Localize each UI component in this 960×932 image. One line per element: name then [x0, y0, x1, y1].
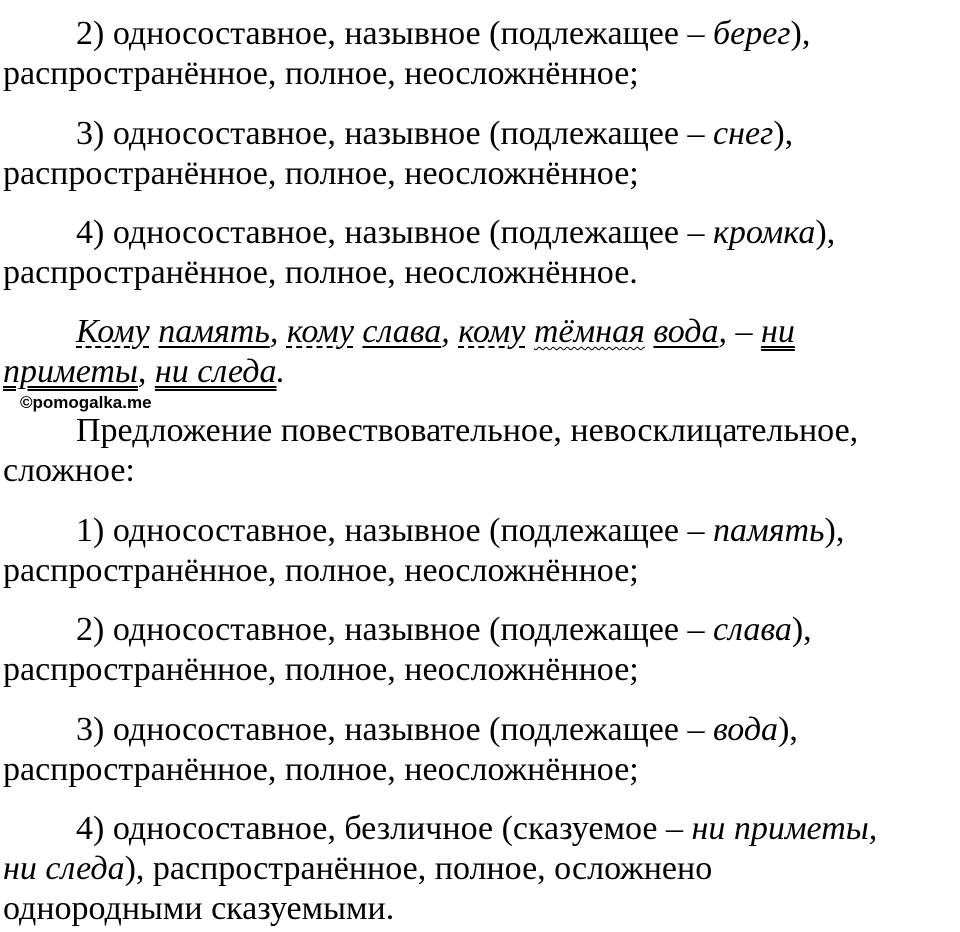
q4-predicate: ни приметы, [691, 810, 878, 847]
q4-line1 [76, 809, 877, 849]
q4-line2 [3, 849, 712, 889]
p2-subject: снег [713, 115, 774, 152]
sentence-period: . [276, 353, 285, 390]
q2-subject: слава [713, 611, 792, 648]
p3-line1 [76, 213, 835, 253]
q4-predicate-cont: ни следа [3, 850, 125, 887]
p2-line1 [76, 114, 793, 154]
q4-text-end: ), распространённое, полное, осложнено [124, 850, 713, 887]
q3-line1 [76, 710, 798, 750]
sentence-comma: , [441, 313, 450, 350]
p1-text: 2) односоставное, назывное (подлежащее – [76, 15, 713, 52]
sentence-comma: , [269, 313, 279, 350]
summary-line2: сложное: [3, 452, 135, 489]
q1-line1 [76, 511, 844, 551]
summary-line1: Предложение повествовательное, невосклицательное, [76, 412, 859, 449]
q2-line1 [76, 610, 812, 650]
p2-text: 3) односоставное, назывное (подлежащее – [76, 115, 713, 152]
sentence-comma: , [137, 353, 155, 390]
p3-subject: кромка [713, 214, 816, 251]
q3-text-end: ), [778, 711, 798, 748]
q2-text: 2) односоставное, назывное (подлежащее – [76, 611, 713, 648]
p1-line1 [76, 14, 810, 54]
p3-line2: распространённое, полное, неосложнённое. [3, 254, 638, 291]
word-ni: ни [760, 313, 795, 350]
q1-subject: память [713, 512, 825, 549]
word-komu-3: кому [458, 313, 526, 350]
p1-subject: берег [713, 15, 791, 52]
p3-text-end: ), [815, 214, 836, 251]
q2-text-end: ), [791, 611, 812, 648]
q3-subject: вода [713, 711, 779, 748]
q3-line2: распространённое, полное, неосложнённое; [3, 751, 639, 788]
word-temnaya: тёмная [533, 313, 645, 350]
p3-text: 4) односоставное, назывное (подлежащее – [76, 214, 713, 251]
word-komu-2: кому [286, 313, 354, 350]
word-komu-1: Кому [76, 313, 150, 350]
word-voda: вода [653, 313, 719, 350]
q1-text-end: ), [824, 512, 845, 549]
q3-text: 3) односоставное, назывное (подлежащее – [76, 711, 713, 748]
parsed-sentence-line2 [3, 352, 285, 392]
p1-text-end: ), [790, 15, 811, 52]
p2-line2: распространённое, полное, неосложнённое; [3, 155, 639, 192]
word-slava: слава [362, 313, 442, 350]
word-ni-sleda: ни следа [154, 353, 277, 390]
q4-line3: однородными сказуемыми. [3, 890, 395, 927]
word-pamyat: память [158, 313, 270, 350]
q2-line2: распространённое, полное, неосложнённое; [3, 651, 639, 688]
watermark: ©pomogalka.me [20, 393, 152, 412]
p2-text-end: ), [773, 115, 794, 152]
word-primety: приметы [3, 353, 138, 390]
p1-line2: распространённое, полное, неосложнённое; [3, 55, 639, 92]
parsed-sentence-line1 [76, 312, 795, 352]
q1-text: 1) односоставное, назывное (подлежащее – [76, 512, 713, 549]
sentence-dash: , – [718, 313, 761, 350]
q1-line2: распространённое, полное, неосложнённое; [3, 552, 639, 589]
q4-text: 4) односоставное, безличное (сказуемое – [76, 810, 692, 847]
